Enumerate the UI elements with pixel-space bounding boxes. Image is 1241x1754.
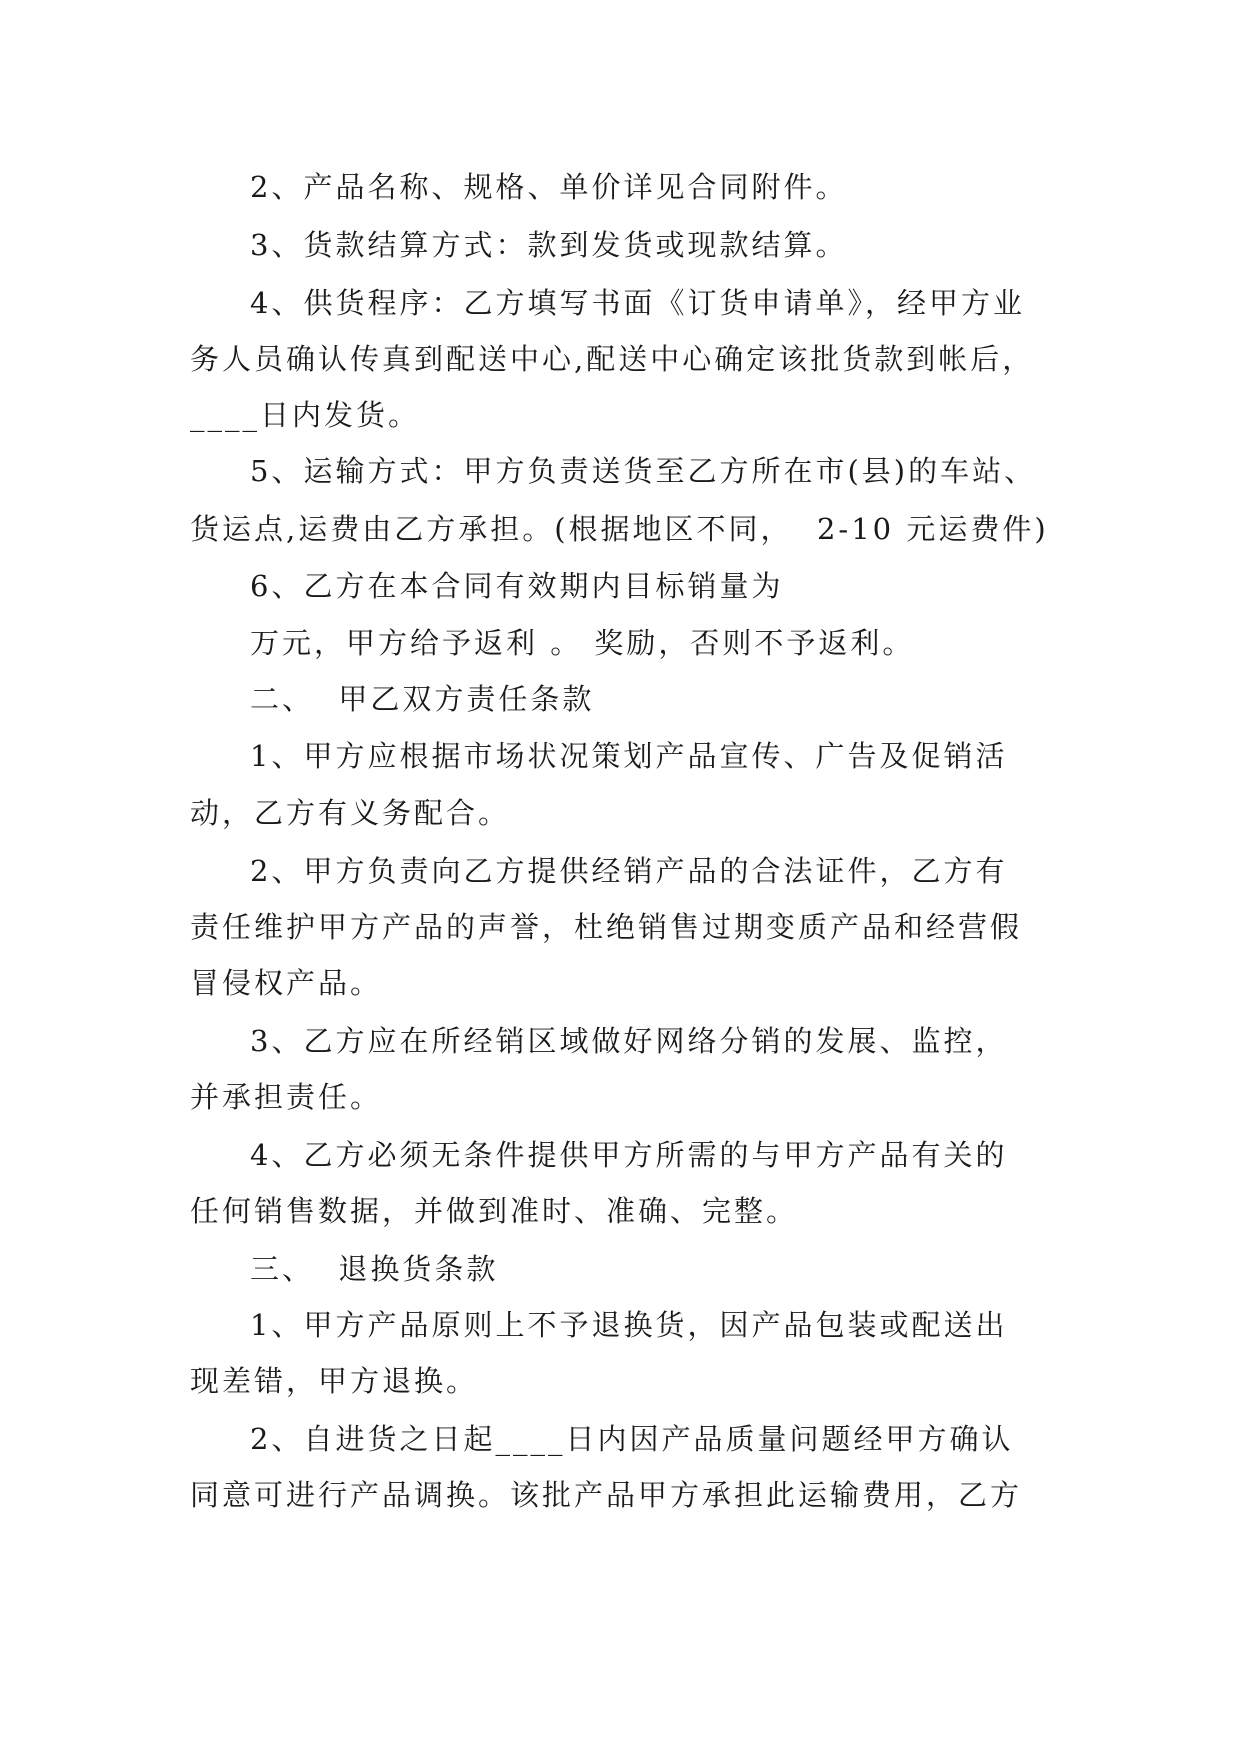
- section-heading-responsibilities: 二、 甲乙双方责任条款: [250, 682, 595, 716]
- clause-promotion-cont: 动，乙方有义务配合。: [190, 796, 511, 830]
- clause-legal-documents: 2、甲方负责向乙方提供经销产品的合法证件，乙方有: [250, 854, 1008, 888]
- section-heading-returns: 三、 退换货条款: [250, 1252, 499, 1286]
- clause-sales-data: 4、乙方必须无条件提供甲方所需的与甲方产品有关的: [250, 1138, 1008, 1172]
- clause-supply-procedure: 4、供货程序：乙方填写书面《订货申请单》，经甲方业: [250, 286, 1025, 320]
- clause-promotion: 1、甲方应根据市场状况策划产品宣传、广告及促销活: [250, 739, 1008, 773]
- clause-sales-data-cont: 任何销售数据，并做到准时、准确、完整。: [190, 1194, 799, 1228]
- clause-transport: 5、运输方式：甲方负责送货至乙方所在市(县)的车站、: [250, 454, 1037, 488]
- clause-sales-target: 6、乙方在本合同有效期内目标销量为: [250, 569, 784, 603]
- clause-quality-exchange: 2、自进货之日起____日内因产品质量问题经甲方确认: [250, 1422, 1014, 1456]
- clause-payment-method: 3、货款结算方式：款到发货或现款结算。: [250, 228, 848, 262]
- clause-legal-documents-end: 冒侵权产品。: [190, 966, 383, 1000]
- clause-no-returns: 1、甲方产品原则上不予退换货，因产品包装或配送出: [250, 1308, 1008, 1342]
- clause-product-names: 2、产品名称、规格、单价详见合同附件。: [250, 170, 848, 204]
- clause-no-returns-cont: 现差错，甲方退换。: [190, 1364, 479, 1398]
- clause-supply-procedure-cont: 务人员确认传真到配送中心,配送中心确定该批货款到帐后，: [190, 342, 1035, 376]
- clause-distribution: 3、乙方应在所经销区域做好网络分销的发展、监控，: [250, 1024, 1008, 1058]
- clause-distribution-cont: 并承担责任。: [190, 1080, 383, 1114]
- clause-transport-cont: 货运点,运费由乙方承担。(根据地区不同， 2-10 元运费件): [190, 512, 1049, 546]
- clause-legal-documents-cont: 责任维护甲方产品的声誉，杜绝销售过期变质产品和经营假: [190, 910, 1023, 944]
- clause-sales-target-cont: 万元，甲方给予返利 。 奖励，否则不予返利。: [250, 626, 915, 660]
- clause-quality-exchange-cont: 同意可进行产品调换。该批产品甲方承担此运输费用，乙方: [190, 1478, 1023, 1512]
- clause-supply-procedure-end: ____日内发货。: [190, 398, 421, 432]
